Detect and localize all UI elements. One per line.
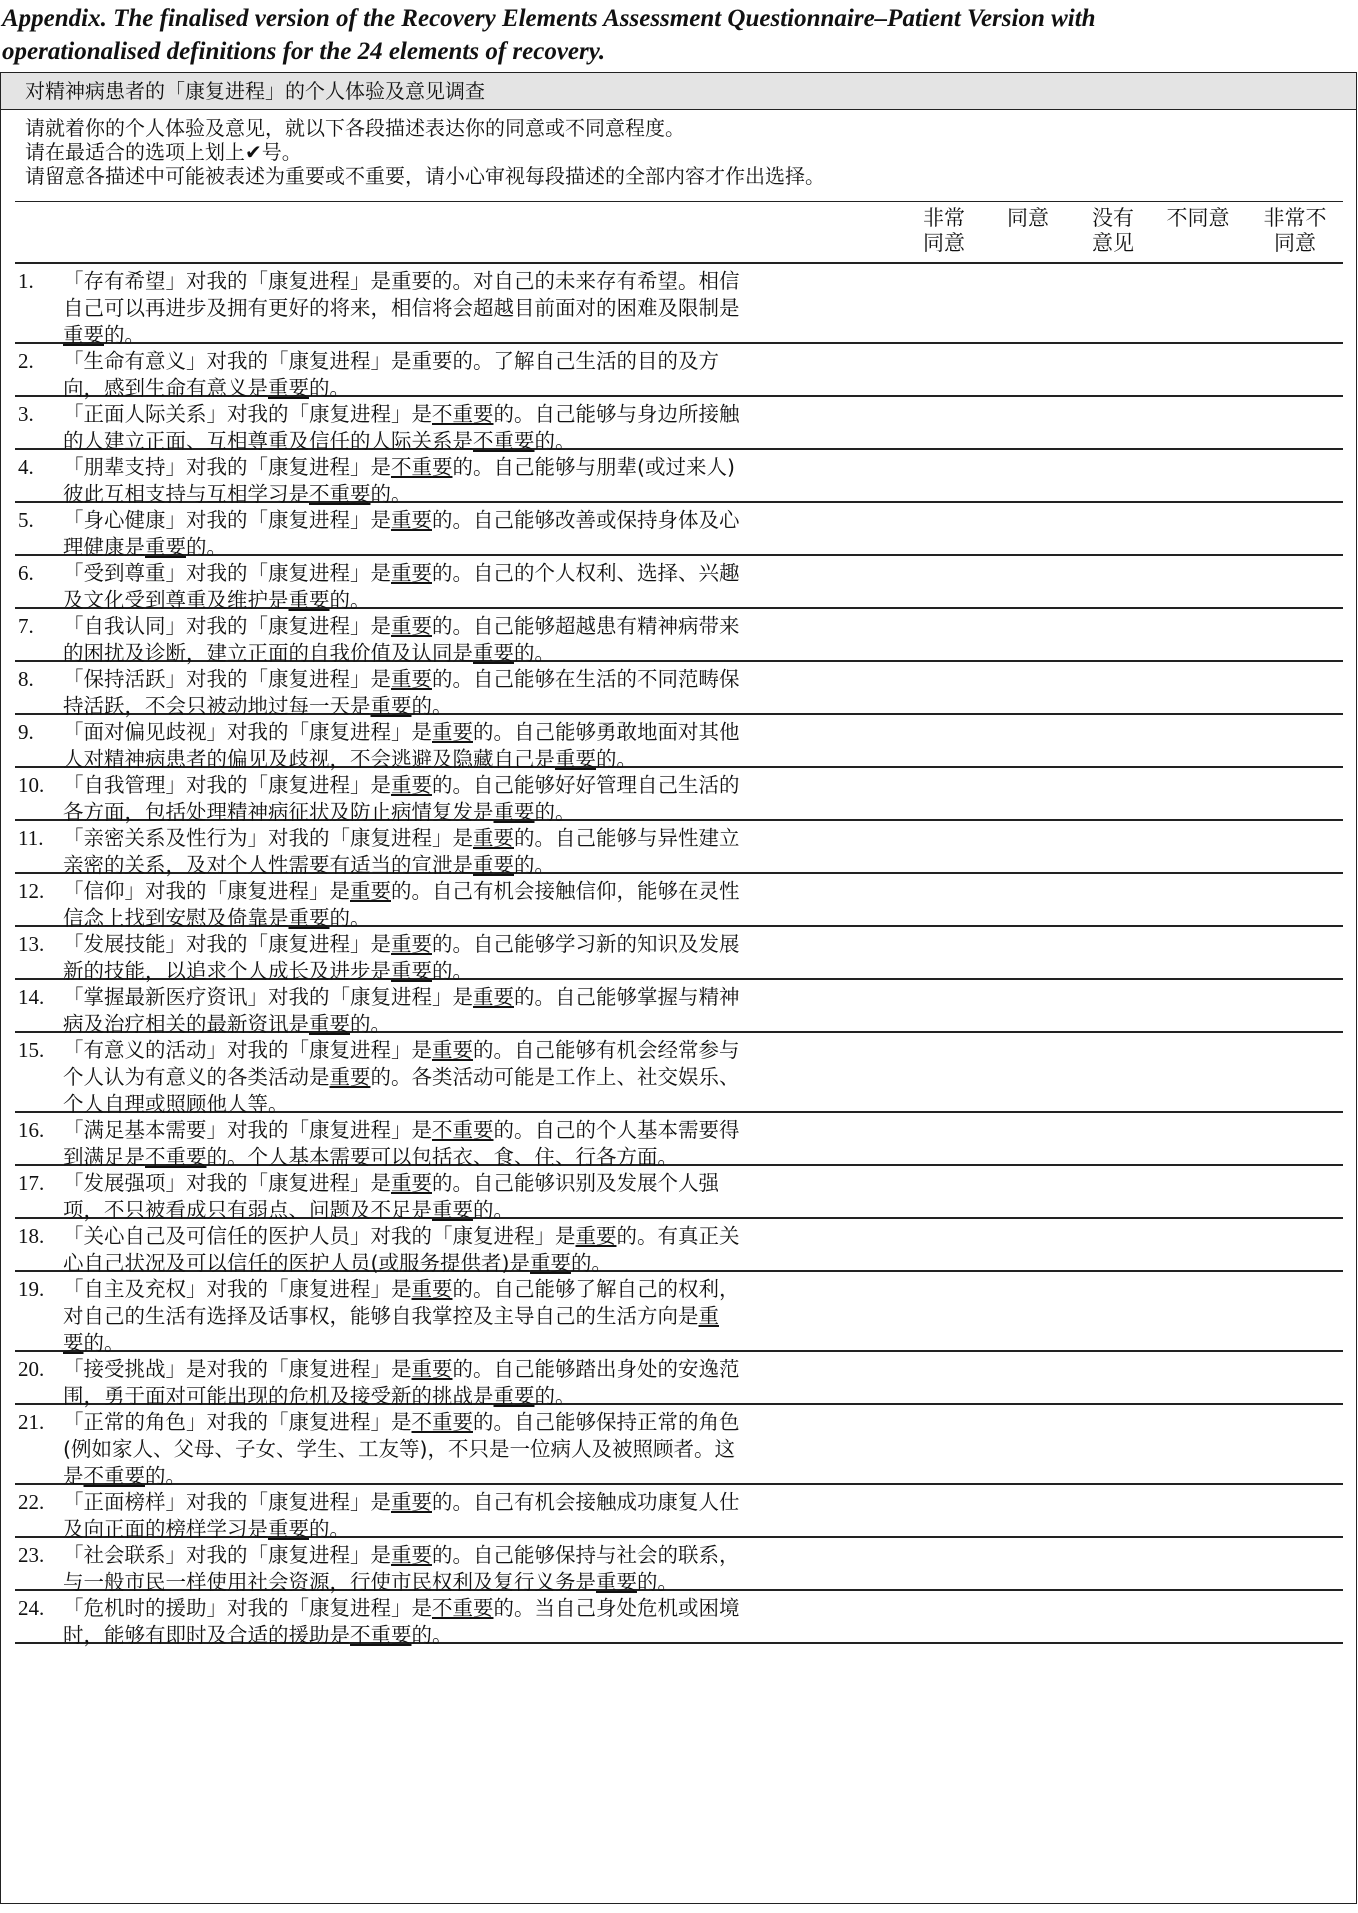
statement-text: 的。 xyxy=(309,376,350,400)
statement-text: 的。 xyxy=(370,482,412,506)
statement-text: 「面对偏见歧视」对我的「康复进程」是 xyxy=(63,720,432,744)
statement-text: 时，能够有即时及合适的援助是 xyxy=(63,1623,350,1647)
underlined-keyword: 重要 xyxy=(63,323,104,347)
statement-text: 「自主及充权」对我的「康复进程」是 xyxy=(63,1277,412,1301)
item-number: 19. xyxy=(18,1277,45,1301)
statement-line xyxy=(63,295,901,322)
statement-text: 的人建立正面、互相尊重及信任的人际关系是 xyxy=(63,429,473,453)
questionnaire-item xyxy=(15,715,1343,771)
statement-text: 「满足基本需要」对我的「康复进程」是 xyxy=(63,1118,432,1142)
item-number: 10. xyxy=(18,773,45,797)
item-number: 15. xyxy=(18,1038,45,1062)
statement-text: 的。自己能够与朋辈(或过来人) xyxy=(452,455,735,479)
item-number: 14. xyxy=(18,985,45,1009)
statement-line xyxy=(63,1170,901,1197)
item-number: 16. xyxy=(18,1118,45,1142)
statement-text: 的困扰及诊断，建立正面的自我价值及认同是 xyxy=(63,641,473,665)
questionnaire-item xyxy=(15,1591,1343,1647)
statement-text: 的。 xyxy=(350,1012,391,1036)
item-number: 7. xyxy=(18,614,34,638)
underlined-keyword: 不重要 xyxy=(145,1145,207,1169)
statement-text: 的。 xyxy=(411,694,453,718)
instruction-line: 请在最适合的选项上划上✔号。 xyxy=(25,140,302,164)
underlined-keyword: 重要 xyxy=(309,1012,350,1036)
questionnaire-item xyxy=(15,821,1343,877)
underlined-keyword: 重 xyxy=(698,1304,719,1328)
statement-text: 「发展强项」对我的「康复进程」是 xyxy=(63,1171,391,1195)
statement-text: 的。有真正关 xyxy=(616,1224,740,1248)
statement-text: 的。 xyxy=(145,1464,186,1488)
statement-line xyxy=(63,268,901,295)
questionnaire-item xyxy=(15,1033,1343,1116)
underlined-keyword: 不重要 xyxy=(473,429,535,453)
questionnaire-form xyxy=(0,72,1357,1904)
statement-text: (例如家人、父母、子女、学生、工友等)，不只是一位病人及被照顾者。这 xyxy=(63,1437,735,1461)
underlined-keyword: 重要 xyxy=(391,561,432,585)
statement-text: 的。自己能够与异性建立 xyxy=(514,826,740,850)
statement-text: 的。 xyxy=(571,1251,612,1275)
instruction-line: 请留意各描述中可能被表述为重要或不重要，请小心审视每段描述的全部内容才作出选择。 xyxy=(25,164,825,188)
statement-line xyxy=(63,1037,901,1064)
statement-line xyxy=(63,1356,901,1383)
item-statement xyxy=(63,268,901,349)
statement-text: 「正常的角色」对我的「康复进程」是 xyxy=(63,1410,412,1434)
underlined-keyword: 不重要 xyxy=(432,1118,494,1142)
statement-text: 的。 xyxy=(411,1623,453,1647)
statement-text: 的。自己能够改善或保持身体及心 xyxy=(432,508,740,532)
statement-text: 及向正面的榜样学习是 xyxy=(63,1517,268,1541)
item-statement xyxy=(63,984,901,1038)
questionnaire-item xyxy=(15,927,1343,983)
underlined-keyword: 重要 xyxy=(391,1543,432,1567)
questionnaire-item xyxy=(15,609,1343,665)
statement-text: 的。个人基本需要可以包括衣、食、住、行各方面。 xyxy=(206,1145,678,1169)
scale-header xyxy=(15,201,1343,264)
statement-line xyxy=(63,825,901,852)
item-number: 12. xyxy=(18,879,45,903)
item-number: 13. xyxy=(18,932,45,956)
item-list xyxy=(15,264,1343,1647)
underlined-keyword: 重要 xyxy=(391,932,432,956)
item-number: 24. xyxy=(18,1596,45,1620)
underlined-keyword: 重要 xyxy=(411,1277,453,1301)
statement-line xyxy=(63,1117,901,1144)
item-statement xyxy=(63,1276,901,1357)
statement-line xyxy=(63,1542,901,1569)
underlined-keyword: 重要 xyxy=(391,959,432,983)
underlined-keyword: 重要 xyxy=(473,985,514,1009)
questionnaire-item xyxy=(15,1166,1343,1222)
statement-text: 是 xyxy=(63,1464,84,1488)
statement-text: 「掌握最新医疗资讯」对我的「康复进程」是 xyxy=(63,985,473,1009)
questionnaire-item xyxy=(15,344,1343,400)
statement-line xyxy=(63,1064,901,1091)
instructions xyxy=(1,110,1356,188)
statement-text: 的。 xyxy=(534,429,576,453)
statement-line xyxy=(63,1303,901,1330)
appendix-title xyxy=(2,2,1352,68)
statement-text: 的。自己有机会接触信仰，能够在灵性 xyxy=(391,879,740,903)
item-statement xyxy=(63,719,901,773)
questionnaire-item xyxy=(15,768,1343,824)
statement-text: 的。 xyxy=(514,853,555,877)
statement-line xyxy=(63,878,901,905)
item-number: 22. xyxy=(18,1490,45,1514)
scale-option-no-opinion: 没有 意见 xyxy=(1092,206,1134,255)
statement-text: 的。 xyxy=(514,641,555,665)
statement-line xyxy=(63,1409,901,1436)
statement-text: 彼此互相支持与互相学习是 xyxy=(63,482,309,506)
underlined-keyword: 要 xyxy=(63,1331,84,1355)
underlined-keyword: 重要 xyxy=(411,1357,453,1381)
questionnaire-item xyxy=(15,1538,1343,1594)
questionnaire-item xyxy=(15,1485,1343,1541)
item-statement xyxy=(63,1489,901,1543)
statement-line xyxy=(63,1595,901,1622)
underlined-keyword: 重要 xyxy=(575,1224,617,1248)
underlined-keyword: 重要 xyxy=(596,1570,637,1594)
statement-line xyxy=(63,772,901,799)
item-statement xyxy=(63,666,901,720)
underlined-keyword: 重要 xyxy=(555,747,596,771)
statement-text: 「社会联系」对我的「康复进程」是 xyxy=(63,1543,391,1567)
statement-text: 与一般市民一样使用社会资源，行使市民权利及复行义务是 xyxy=(63,1570,596,1594)
statement-line xyxy=(63,666,901,693)
underlined-keyword: 不重要 xyxy=(309,482,371,506)
instruction-line: 请就着你的个人体验及意见，就以下各段描述表达你的同意或不同意程度。 xyxy=(25,116,685,140)
statement-line xyxy=(63,507,901,534)
statement-text: 对自己的生活有选择及话事权，能够自我掌控及主导自己的生活方向是 xyxy=(63,1304,699,1328)
item-number: 21. xyxy=(18,1410,45,1434)
questionnaire-item xyxy=(15,1219,1343,1275)
item-number: 2. xyxy=(18,349,34,373)
scale-option-strongly-agree: 非常 同意 xyxy=(923,206,965,255)
item-statement xyxy=(63,1409,901,1490)
statement-text: 及文化受到尊重及维护是 xyxy=(63,588,289,612)
item-statement xyxy=(63,878,901,932)
statement-text: 「有意义的活动」对我的「康复进程」是 xyxy=(63,1038,432,1062)
questionnaire-item xyxy=(15,1272,1343,1355)
statement-text: 「正面人际关系」对我的「康复进程」是 xyxy=(63,402,432,426)
item-number: 5. xyxy=(18,508,34,532)
statement-text: 的。自己能够超越患有精神病带来 xyxy=(432,614,740,638)
statement-text: 的。自己能够保持与社会的联系， xyxy=(432,1543,740,1567)
underlined-keyword: 重要 xyxy=(391,508,432,532)
statement-text: 的。自己能够识别及发展个人强 xyxy=(432,1171,719,1195)
underlined-keyword: 不重要 xyxy=(432,402,494,426)
statement-text: 理健康是 xyxy=(63,535,145,559)
questionnaire-item xyxy=(15,1113,1343,1169)
item-statement xyxy=(63,1356,901,1410)
statement-text: 「自我管理」对我的「康复进程」是 xyxy=(63,773,391,797)
statement-text: 的。自己能够掌握与精神 xyxy=(514,985,740,1009)
questionnaire-item xyxy=(15,397,1343,453)
statement-text: 的。当自己身处危机或困境 xyxy=(493,1596,740,1620)
underlined-keyword: 重要 xyxy=(493,1384,535,1408)
item-statement xyxy=(63,825,901,879)
item-statement xyxy=(63,1595,901,1649)
item-number: 11. xyxy=(18,826,44,850)
statement-text: 的。自己能够勇敢地面对其他 xyxy=(473,720,740,744)
item-number: 8. xyxy=(18,667,34,691)
underlined-keyword: 重要 xyxy=(268,1517,309,1541)
statement-text: 的。 xyxy=(432,959,473,983)
statement-text: 自己可以再进步及拥有更好的将来，相信将会超越目前面对的困难及限制是 xyxy=(63,296,740,320)
statement-text: 的。自己的个人权利、选择、兴趣 xyxy=(432,561,740,585)
statement-line xyxy=(63,1622,901,1649)
statement-text: 「关心自己及可信任的医护人员」对我的「康复进程」是 xyxy=(63,1224,576,1248)
statement-text: 的。自己能够了解自己的权利， xyxy=(452,1277,740,1301)
appendix-title-line2: operationalised definitions for the 24 elements of recovery. xyxy=(2,38,606,65)
item-number: 17. xyxy=(18,1171,45,1195)
statement-text: 的。自己能够与身边所接触 xyxy=(493,402,740,426)
statement-text: 的。 xyxy=(83,1331,125,1355)
item-number: 4. xyxy=(18,455,34,479)
underlined-keyword: 重要 xyxy=(473,641,514,665)
statement-line xyxy=(63,931,901,958)
underlined-keyword: 重要 xyxy=(432,720,473,744)
statement-line xyxy=(63,1276,901,1303)
statement-line xyxy=(63,719,901,746)
statement-text: 「生命有意义」对我的「康复进程」是重要的。了解自己生活的目的及方 xyxy=(63,349,719,373)
item-number: 1. xyxy=(18,269,34,293)
statement-text: 的。自己能够有机会经常参与 xyxy=(473,1038,740,1062)
statement-text: 「正面榜样」对我的「康复进程」是 xyxy=(63,1490,391,1514)
statement-text: 「保持活跃」对我的「康复进程」是 xyxy=(63,667,391,691)
questionnaire-item xyxy=(15,874,1343,930)
statement-line xyxy=(63,401,901,428)
statement-text: 病及治疗相关的最新资讯是 xyxy=(63,1012,309,1036)
statement-text: 「身心健康」对我的「康复进程」是 xyxy=(63,508,391,532)
statement-text: 的。各类活动可能是工作上、社交娱乐、 xyxy=(370,1065,740,1089)
statement-text: 新的技能，以追求个人成长及进步是 xyxy=(63,959,391,983)
statement-text: 的。自己的个人基本需要得 xyxy=(493,1118,740,1142)
underlined-keyword: 重要 xyxy=(268,376,309,400)
item-number: 9. xyxy=(18,720,34,744)
underlined-keyword: 不重要 xyxy=(432,1596,494,1620)
item-number: 23. xyxy=(18,1543,45,1567)
statement-text: 的。 xyxy=(104,323,145,347)
item-statement xyxy=(63,1037,901,1118)
statement-text: 的。 xyxy=(637,1570,678,1594)
underlined-keyword: 重要 xyxy=(288,588,330,612)
statement-text: 的。自己能够保持正常的角色 xyxy=(473,1410,740,1434)
scale-option-strongly-disagree: 非常不 同意 xyxy=(1263,206,1327,255)
underlined-keyword: 重要 xyxy=(350,879,391,903)
underlined-keyword: 重要 xyxy=(530,1251,571,1275)
underlined-keyword: 不重要 xyxy=(391,455,453,479)
underlined-keyword: 重要 xyxy=(473,853,514,877)
underlined-keyword: 重要 xyxy=(329,1065,371,1089)
underlined-keyword: 不重要 xyxy=(411,1410,473,1434)
statement-text: 向，感到生命有意义是 xyxy=(63,376,268,400)
item-statement xyxy=(63,1170,901,1224)
item-statement xyxy=(63,507,901,561)
underlined-keyword: 重要 xyxy=(391,773,432,797)
statement-line xyxy=(63,613,901,640)
underlined-keyword: 重要 xyxy=(145,535,186,559)
item-number: 20. xyxy=(18,1357,45,1381)
statement-text: 的。 xyxy=(534,800,576,824)
item-statement xyxy=(63,401,901,455)
underlined-keyword: 不重要 xyxy=(83,1464,145,1488)
statement-text: 个人认为有意义的各类活动是 xyxy=(63,1065,330,1089)
statement-text: 的。 xyxy=(186,535,227,559)
statement-line xyxy=(63,348,901,375)
statement-line xyxy=(63,1223,901,1250)
statement-text: 的。 xyxy=(329,906,371,930)
questionnaire-item xyxy=(15,980,1343,1036)
statement-text: 个人自理或照顾他人等。 xyxy=(63,1092,289,1116)
item-number: 6. xyxy=(18,561,34,585)
item-statement xyxy=(63,560,901,614)
statement-text: 「自我认同」对我的「康复进程」是 xyxy=(63,614,391,638)
item-statement xyxy=(63,931,901,985)
statement-text: 「受到尊重」对我的「康复进程」是 xyxy=(63,561,391,585)
questionnaire-item xyxy=(15,1352,1343,1408)
scale-option-disagree: 不同意 xyxy=(1166,206,1230,230)
statement-text: 围，勇于面对可能出现的危机及接受新的挑战是 xyxy=(63,1384,494,1408)
questionnaire-item xyxy=(15,1405,1343,1488)
underlined-keyword: 重要 xyxy=(391,614,432,638)
questionnaire-item xyxy=(15,264,1343,347)
statement-text: 的。自己能够在生活的不同范畴保 xyxy=(432,667,740,691)
statement-text: 的。 xyxy=(309,1517,350,1541)
statement-line xyxy=(63,984,901,1011)
statement-line xyxy=(63,454,901,481)
item-statement xyxy=(63,1117,901,1171)
statement-line xyxy=(63,560,901,587)
underlined-keyword: 重要 xyxy=(432,1198,473,1222)
statement-text: 的。 xyxy=(473,1198,514,1222)
item-statement xyxy=(63,348,901,402)
statement-text: 到满足是 xyxy=(63,1145,145,1169)
underlined-keyword: 重要 xyxy=(288,906,330,930)
item-statement xyxy=(63,1223,901,1277)
underlined-keyword: 重要 xyxy=(370,694,412,718)
scale-option-agree: 同意 xyxy=(1007,206,1049,230)
questionnaire-item xyxy=(15,450,1343,506)
questionnaire-item xyxy=(15,556,1343,612)
statement-text: 各方面，包括处理精神病征状及防止病情复发是 xyxy=(63,800,494,824)
statement-text: 信念上找到安慰及倚靠是 xyxy=(63,906,289,930)
statement-text: 的。自己能够好好管理自己生活的 xyxy=(432,773,740,797)
statement-text: 的。自己能够踏出身处的安逸范 xyxy=(452,1357,740,1381)
statement-text: 亲密的关系，及对个人性需要有适当的宣泄是 xyxy=(63,853,473,877)
statement-text: 持活跃，不会只被动地过每一天是 xyxy=(63,694,371,718)
item-statement xyxy=(63,454,901,508)
statement-text: 的。 xyxy=(596,747,637,771)
item-number: 18. xyxy=(18,1224,45,1248)
statement-text: 「危机时的援助」对我的「康复进程」是 xyxy=(63,1596,432,1620)
underlined-keyword: 重要 xyxy=(391,1490,432,1514)
form-title: 对精神病患者的「康复进程」的个人体验及意见调查 xyxy=(1,73,1356,110)
underlined-keyword: 重要 xyxy=(473,826,514,850)
statement-text: 的。自己有机会接触成功康复人仕 xyxy=(432,1490,740,1514)
underlined-keyword: 重要 xyxy=(493,800,535,824)
item-statement xyxy=(63,1542,901,1596)
underlined-keyword: 重要 xyxy=(391,667,432,691)
questionnaire-item xyxy=(15,503,1343,559)
statement-text: 「亲密关系及性行为」对我的「康复进程」是 xyxy=(63,826,473,850)
underlined-keyword: 不重要 xyxy=(350,1623,412,1647)
statement-text: 「存有希望」对我的「康复进程」是重要的。对自己的未来存有希望。相信 xyxy=(63,269,740,293)
statement-text: 人对精神病患者的偏见及歧视，不会逃避及隐藏自己是 xyxy=(63,747,555,771)
underlined-keyword: 重要 xyxy=(391,1171,432,1195)
questionnaire-table xyxy=(15,201,1343,1647)
appendix-title-line1: Appendix. The finalised version of the Recovery Elements Assessment Questionnaire–Patient Version with xyxy=(2,5,1096,32)
item-statement xyxy=(63,613,901,667)
item-number: 3. xyxy=(18,402,34,426)
statement-line xyxy=(63,1436,901,1463)
underlined-keyword: 重要 xyxy=(432,1038,473,1062)
statement-text: 的。自己能够学习新的知识及发展 xyxy=(432,932,740,956)
statement-text: 的。 xyxy=(329,588,371,612)
questionnaire-item xyxy=(15,662,1343,718)
statement-text: 心自己状况及可以信任的医护人员(或服务提供者)是 xyxy=(63,1251,530,1275)
statement-text: 「接受挑战」是对我的「康复进程」是 xyxy=(63,1357,412,1381)
statement-text: 项，不只被看成只有弱点、问题及不足是 xyxy=(63,1198,432,1222)
statement-text: 「发展技能」对我的「康复进程」是 xyxy=(63,932,391,956)
statement-line xyxy=(63,1489,901,1516)
item-statement xyxy=(63,772,901,826)
statement-text: 「朋辈支持」对我的「康复进程」是 xyxy=(63,455,391,479)
statement-text: 「信仰」对我的「康复进程」是 xyxy=(63,879,350,903)
statement-text: 的。 xyxy=(534,1384,576,1408)
